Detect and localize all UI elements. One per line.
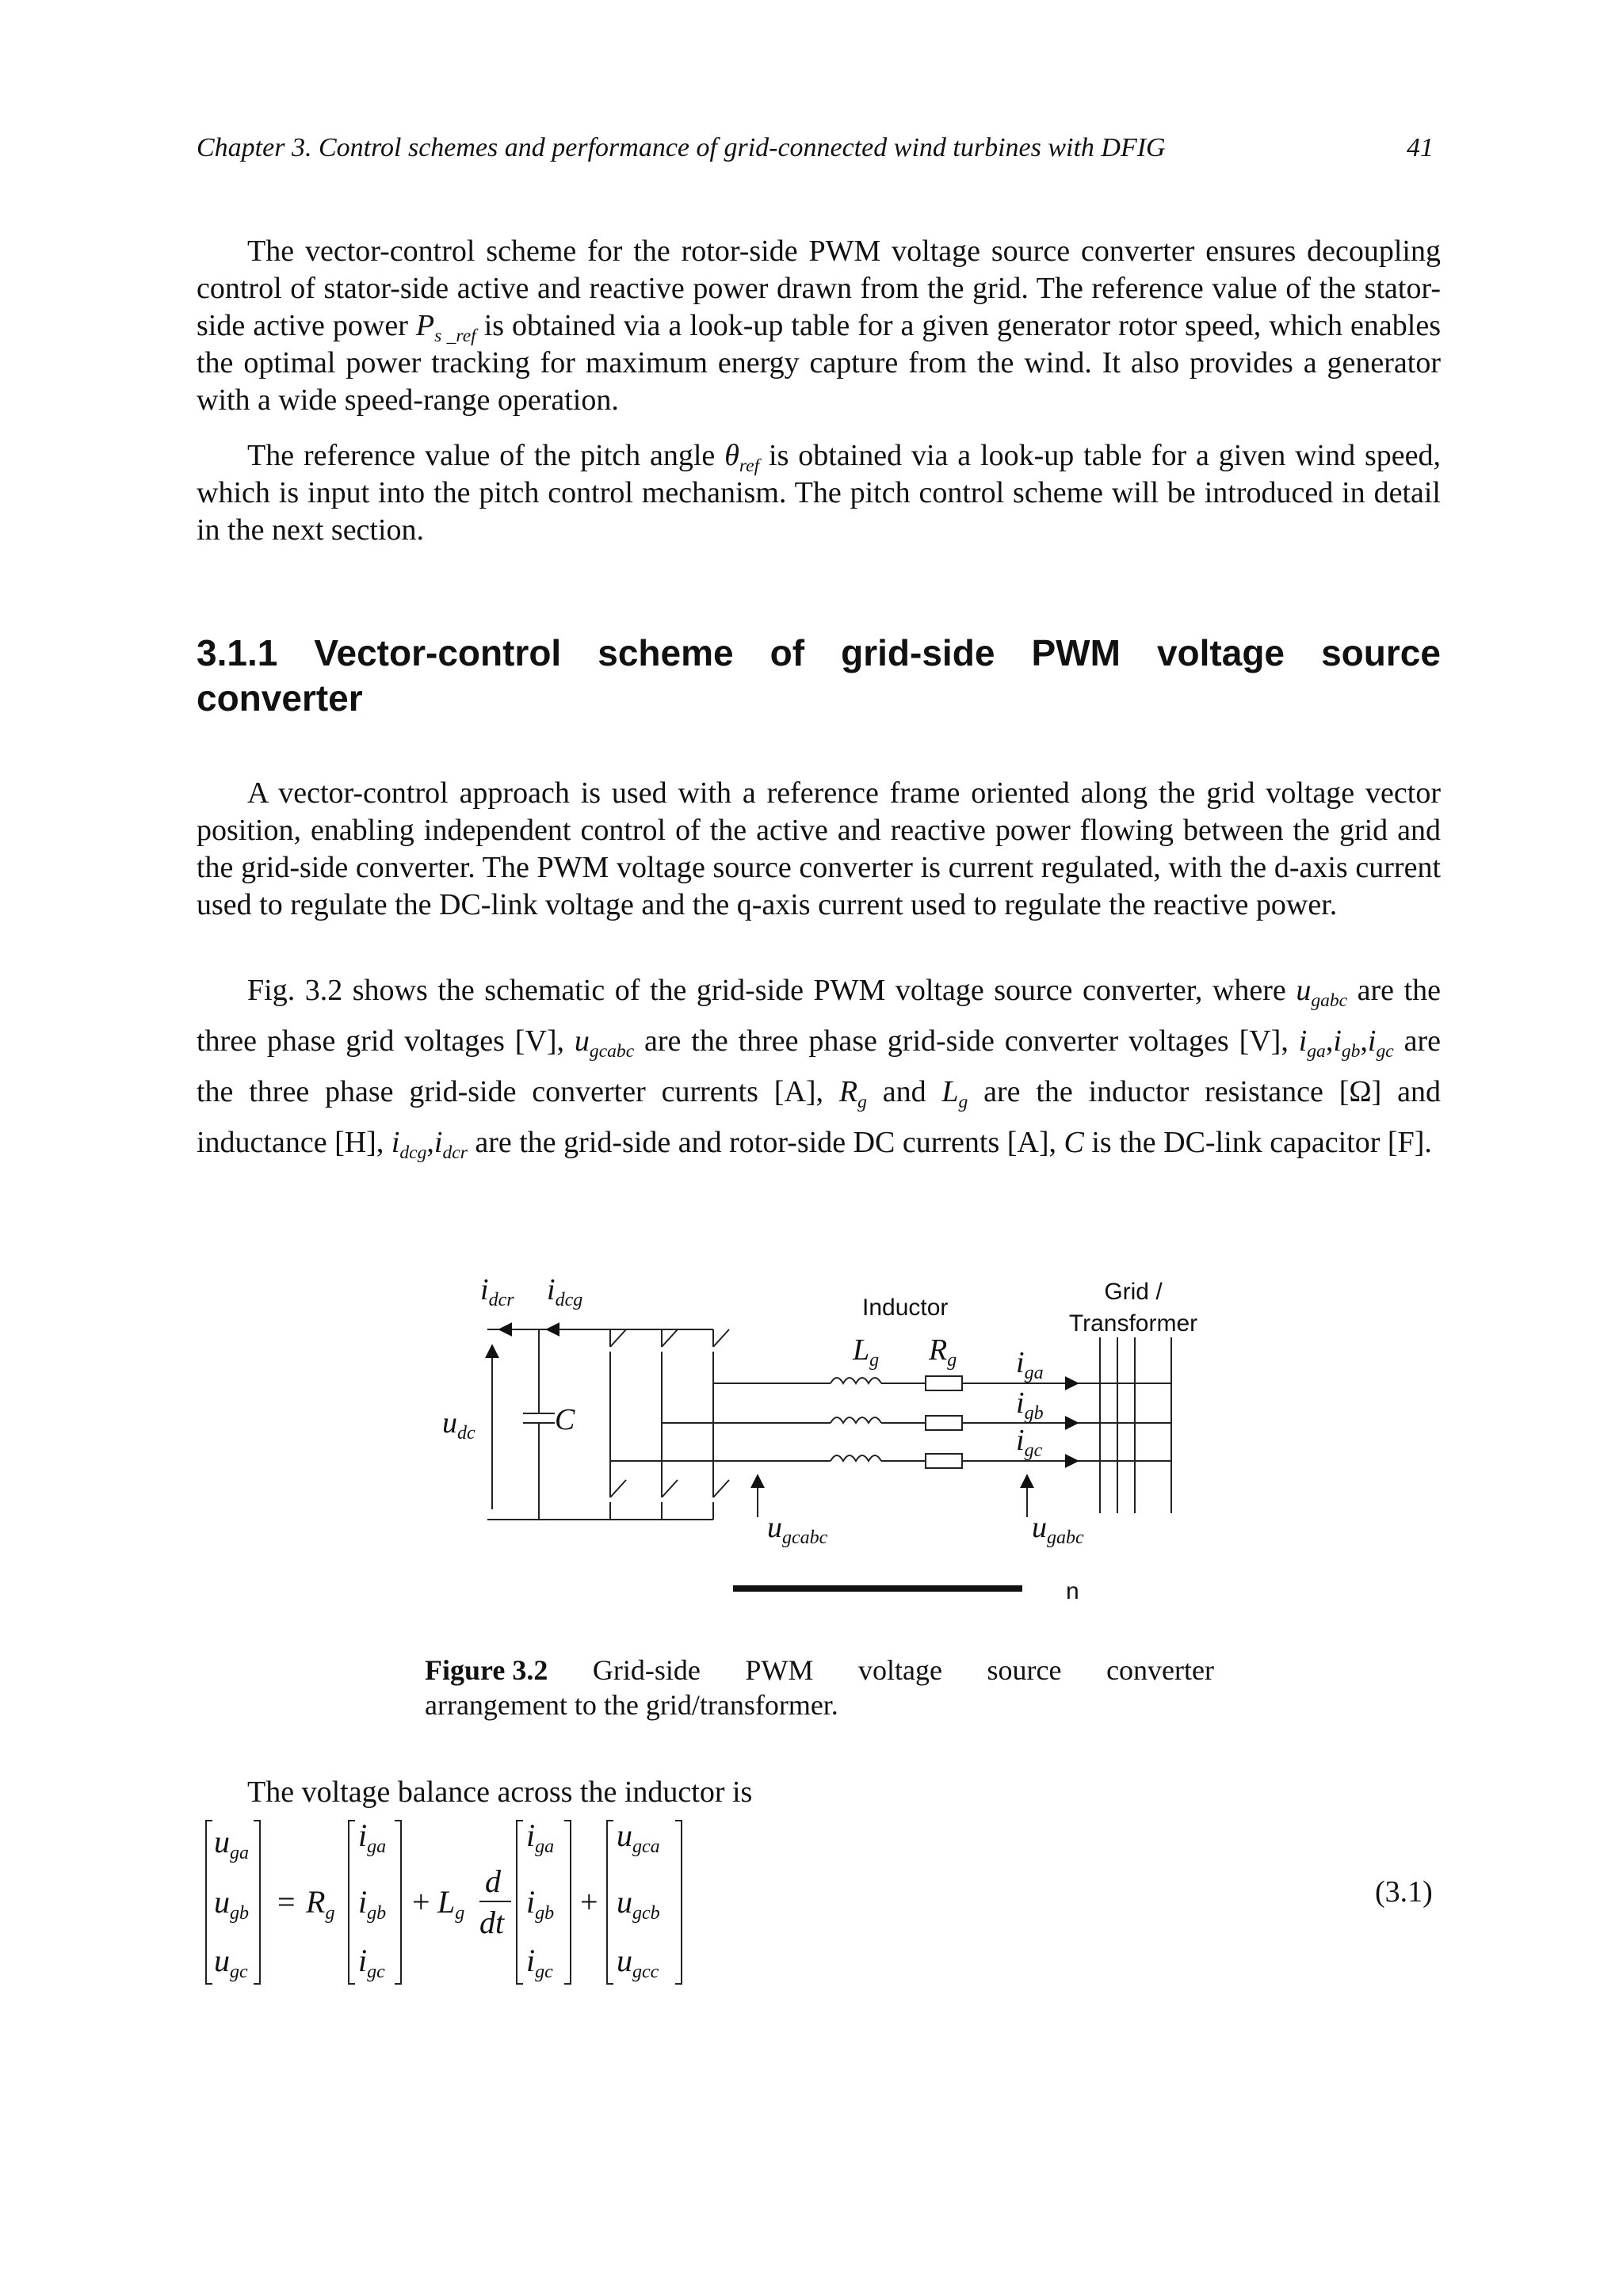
section-heading bbox=[197, 631, 1441, 721]
eq-plus-1: + bbox=[412, 1884, 430, 1920]
grid-label-line2: Transformer bbox=[1068, 1310, 1198, 1337]
symbol-theta: θ bbox=[724, 439, 739, 472]
section-heading-line1: 3.1.1 Vector-control scheme of grid-side PWM voltage source bbox=[197, 631, 1441, 676]
page-number: 41 bbox=[1407, 133, 1434, 162]
eq-i-gb-2: $i_{gb}$ bbox=[526, 1884, 555, 1924]
neutral-label: n bbox=[1066, 1578, 1079, 1604]
running-header: Chapter 3. Control schemes and performance of grid-connected wind turbines with DFIG bbox=[197, 133, 1166, 162]
equation-3-1 bbox=[197, 1814, 1441, 1989]
eq-i-gc-1: $i_{gc}$ bbox=[358, 1943, 385, 1982]
eq-L-g: $L_g$ bbox=[437, 1884, 465, 1924]
paragraph-schematic-description: Fig. 3.2 shows the schematic of the grid-side PWM voltage source converter, where $u_{gabc}$ are the three phase grid voltages [V], $u_{gcabc}$ are the three phase grid-side converter voltages [V], $i_{ga},i_{gb},i_{gc}$ are the three phase grid-side converter currents [A], $R_g$ and $L_g$ are the inductor resistance [Ω] and inductance [H], $i_{dcg},i_{dcr}$ are the grid-side and rotor-side DC currents [A], C is the DC-link capacitor [F]. bbox=[197, 974, 1441, 1164]
phase-a-line bbox=[713, 1376, 1171, 1390]
iga-label: $i_{ga}$ bbox=[1016, 1346, 1044, 1383]
switch-leg-c bbox=[713, 1329, 729, 1520]
paragraph-vector-control: A vector-control approach is used with a reference frame oriented along the grid voltage vector position, enabling independent control of the active and reactive power flowing between the grid and the grid-side converter. The PWM voltage source converter is current regulated, with the d-axis current used to regulate the DC-link voltage and the q-axis current used to regulate the reactive power. bbox=[197, 776, 1441, 921]
eq-plus-2: + bbox=[580, 1884, 598, 1920]
section-heading-line2: converter bbox=[197, 677, 363, 719]
subscript-s-ref: s _ref bbox=[434, 326, 476, 347]
idcg-label: $i_{dcg}$ bbox=[547, 1273, 583, 1310]
subscript-ref: ref bbox=[739, 456, 760, 477]
equation-intro: The voltage balance across the inductor is bbox=[247, 1775, 753, 1809]
figure-caption: Figure 3.2 Grid-side PWM voltage source converter arrangement to the grid/transformer. bbox=[425, 1654, 1214, 1721]
grid-label-line1: Grid / bbox=[1104, 1279, 1163, 1305]
eq-i-ga-1: $i_{ga}$ bbox=[358, 1817, 387, 1857]
converter-schematic bbox=[420, 1260, 1260, 1608]
switch-leg-b bbox=[662, 1329, 678, 1520]
eq-i-gc-2: $i_{gc}$ bbox=[526, 1943, 553, 1982]
igb-label: $i_{gb}$ bbox=[1016, 1386, 1044, 1424]
eq-u-gb: $u_{gb}$ bbox=[214, 1884, 249, 1924]
phase-c-line bbox=[610, 1454, 1171, 1468]
equation-number: (3.1) bbox=[1375, 1875, 1433, 1909]
ugcabc-label: $u_{gcabc}$ bbox=[767, 1511, 828, 1548]
eq-u-gcc: $u_{gcc}$ bbox=[617, 1943, 659, 1982]
eq-u-ga: $u_{ga}$ bbox=[214, 1824, 249, 1863]
eq-u-gc: $u_{gc}$ bbox=[214, 1943, 248, 1982]
section-number: 3.1.1 bbox=[197, 632, 278, 673]
resistance-label: $R_g$ bbox=[929, 1333, 957, 1371]
capacitor-label: C bbox=[555, 1403, 575, 1436]
eq-i-ga-2: $i_{ga}$ bbox=[526, 1817, 555, 1857]
eq-d: d bbox=[485, 1863, 501, 1899]
paragraph-pitch: The reference value of the pitch angle $\theta_{ref}$ is obtained via a look-up table for a given wind speed, which is input into the pitch control mechanism. The pitch control scheme will be introduced in detail in the next section. bbox=[197, 439, 1442, 547]
eq-u-gcb: $u_{gcb}$ bbox=[617, 1884, 660, 1924]
paragraph-rotor-side: The vector-control scheme for the rotor-side PWM voltage source converter ensures decoupling control of stator-side active and reactive power drawn from the grid. The reference value of the stator-side active power $P_{s \_ref}$ is obtained via a look-up table for a given generator rotor speed, which enables the optimal power tracking for maximum energy capture from the wind. It also provides a generator with a wide speed-range operation. bbox=[197, 235, 1441, 417]
eq-dt: dt bbox=[479, 1905, 505, 1940]
symbol-P: P bbox=[415, 309, 435, 342]
udc-label: $u_{dc}$ bbox=[442, 1406, 475, 1444]
phase-b-line bbox=[662, 1416, 1171, 1430]
igc-label: $i_{gc}$ bbox=[1016, 1424, 1043, 1461]
ugabc-label: $u_{gabc}$ bbox=[1032, 1511, 1084, 1548]
figure-label: Figure 3.2 bbox=[425, 1654, 548, 1686]
inductance-label: $L_g$ bbox=[853, 1333, 880, 1371]
eq-u-gca: $u_{gca}$ bbox=[617, 1817, 660, 1857]
idcr-label: $i_{dcr}$ bbox=[480, 1273, 514, 1310]
inductor-label: Inductor bbox=[862, 1295, 949, 1321]
eq-equals: = bbox=[277, 1884, 296, 1920]
switch-leg-a bbox=[610, 1329, 626, 1520]
eq-R-g: $R_g$ bbox=[306, 1884, 335, 1924]
eq-i-gb-1: $i_{gb}$ bbox=[358, 1884, 387, 1924]
